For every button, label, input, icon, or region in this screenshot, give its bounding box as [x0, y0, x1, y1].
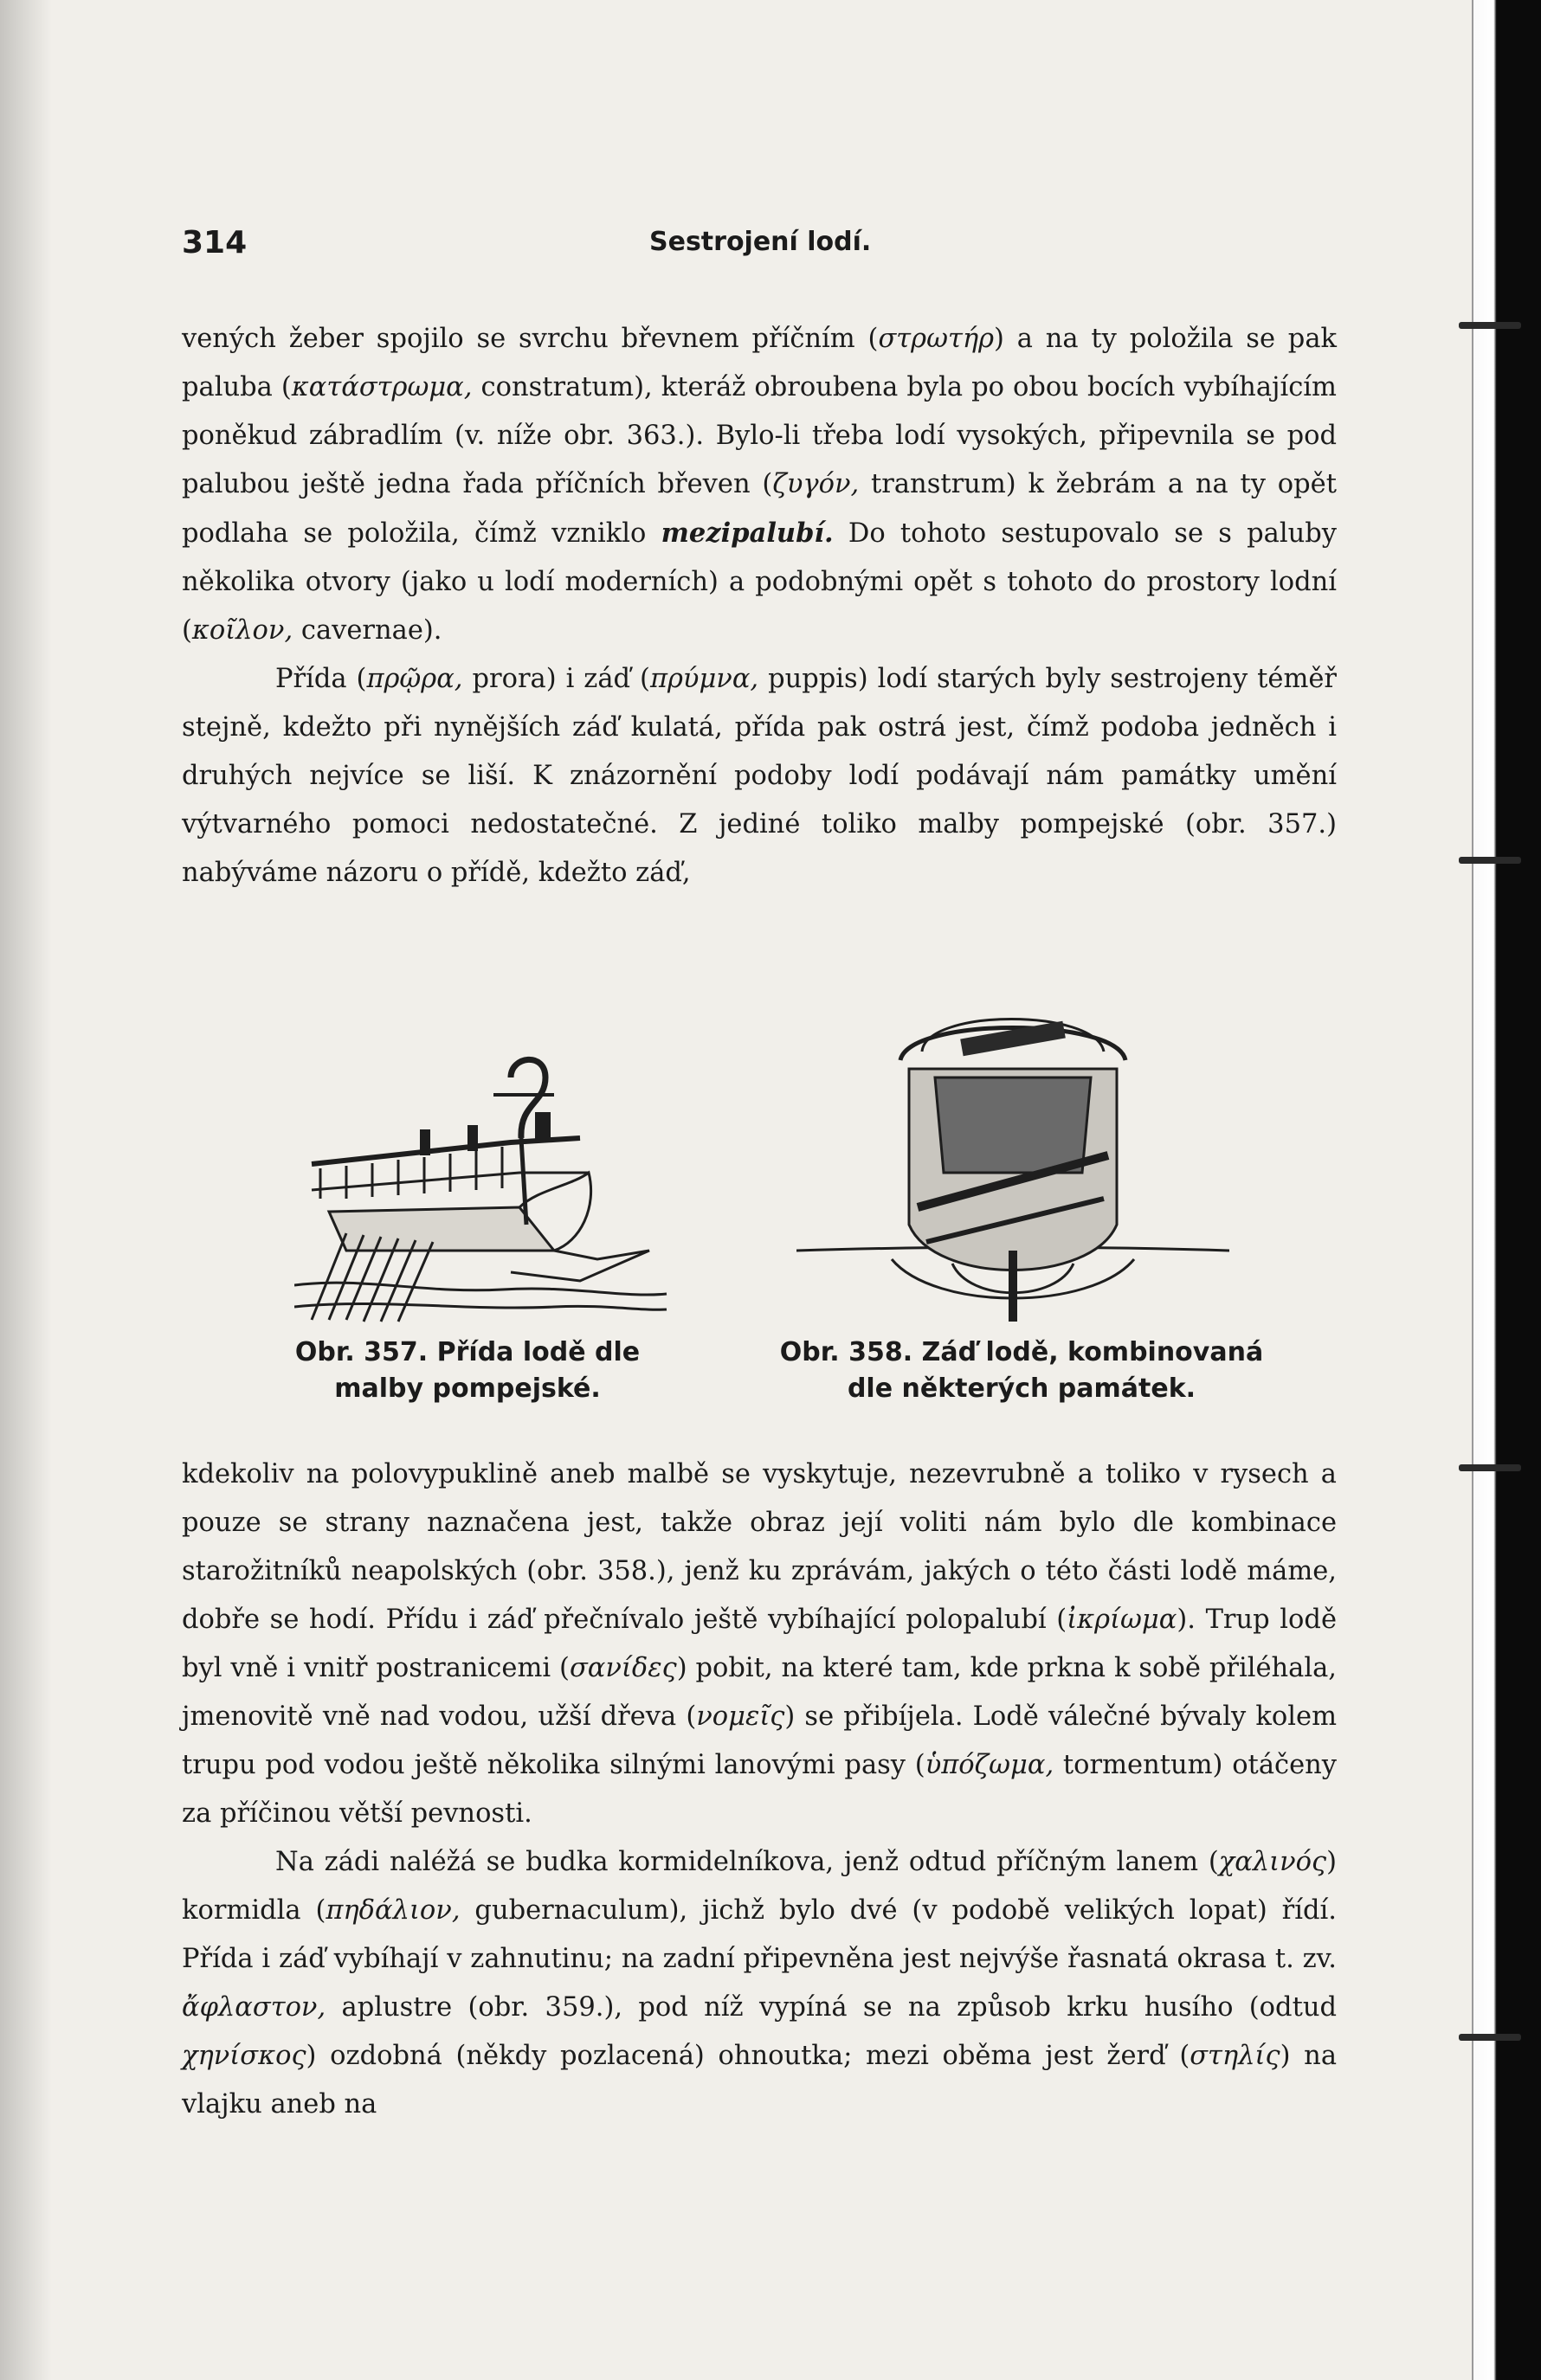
text-run: gubernaculum), jichž bylo dvé (v podobě velikých lopat) řídí. Přída i záď vybíhají v zahnutinu; na zadní připevněna jest nejvýše řasnatá okrasa t. zv. — [182, 1895, 1337, 1974]
caption-line: Obr. 358. Záď lodě, kombinovaná — [779, 1337, 1264, 1367]
text-run: ) kormidla ( — [182, 1847, 1337, 1926]
emphasis-term: mezipalubí. — [661, 518, 834, 549]
greek-term: στηλίς — [1190, 2041, 1280, 2071]
greek-term: στρωτήρ — [878, 324, 995, 354]
paragraph-1 — [182, 315, 1337, 897]
binding-stitch — [1459, 857, 1521, 864]
greek-term: χαλινός — [1218, 1847, 1327, 1877]
text-run: kdekoliv na polovypuklině aneb malbě se vyskytuje, nezevrubně a toliko v rysech a pouze se strany naznačena jest, takže obraz její voliti nám bylo dle kombinace starožitníků neapolských (obr. 358.), jenž ku zprávám, jakých o této části lodě máme, dobře se hodí. Přídu i záď přečnívalo ještě vybíhající polopalubí ( — [182, 1459, 1337, 1635]
text-run: constratum), kteráž obroubena byla po obou bocích vybíhajícím poněkud zábradlím (v. níže obr. 363.). Bylo-li třeba lodí vysokých, připevnila se pod palubou ještě jedna řada příčních břeven ( — [182, 372, 1337, 499]
text-run: ) na vlajku aneb na — [182, 2041, 1338, 2119]
running-head: Sestrojení lodí. — [649, 227, 872, 257]
paragraph-2 — [182, 655, 1337, 897]
text-run: ) a na ty položila se pak paluba ( — [182, 324, 1337, 402]
paragraph-3-block — [182, 1451, 1337, 2129]
figure-358-caption — [762, 1335, 1281, 1407]
figure-357-prow-illustration — [294, 1043, 675, 1328]
caption-line: Obr. 357. Přída lodě dle — [294, 1337, 641, 1367]
greek-term: πρῷρα, — [366, 664, 463, 694]
text-run: aplustre (obr. 359.), pod níž vypíná se na způsob krku husího (odtud — [326, 1992, 1337, 2023]
greek-term: κατάστρωμα, — [291, 372, 473, 402]
greek-term: πηδάλιον, — [326, 1895, 461, 1926]
text-run: transtrum) k žebrám a na ty opět podlaha se položila, čímž vzniklo — [182, 469, 1337, 549]
greek-term: πρύμνα, — [649, 664, 759, 694]
greek-term: ζυγόν, — [772, 469, 860, 499]
caption-line: malby pompejské. — [334, 1373, 601, 1404]
greek-term: σανίδες — [569, 1653, 677, 1683]
binding-stitch — [1459, 322, 1521, 329]
figure-358-stern-illustration — [796, 1000, 1229, 1324]
text-run: ) ozdobná (někdy pozlacená) ohnoutka; mezi oběma jest žerď ( — [306, 2041, 1190, 2071]
greek-term: κοῖλον, — [191, 615, 293, 646]
paragraph-3 — [182, 1451, 1337, 1838]
greek-term: ἰκρίωμα — [1067, 1605, 1177, 1635]
greek-term: ὑπόζωμα, — [925, 1750, 1054, 1780]
text-run: Na zádi naléžá se budka kormidelníkova, jenž odtud příčným lanem ( — [275, 1847, 1219, 1877]
text-run: ) se přibíjela. Lodě válečné bývaly kolem trupu pod vodou ještě několika silnými lanovými pasy ( — [182, 1701, 1337, 1780]
page-edge — [1473, 0, 1541, 2380]
binding-stitch — [1459, 1464, 1521, 1471]
greek-term: ἄφλαστον, — [182, 1992, 326, 2023]
text-run: Do tohoto sestupovalo se s paluby několika otvory (jako u lodí moderních) a podobnými opět s tohoto do prostory lodní ( — [182, 518, 1337, 646]
binding-stitch — [1459, 2034, 1521, 2041]
text-run: vených žeber spojilo se svrchu břevnem příčním ( — [182, 324, 879, 354]
text-run: ) pobit, na které tam, kde prkna k sobě přiléhala, jmenovitě vně nad vodou, užší dřeva ( — [182, 1653, 1337, 1732]
figure-357-caption — [260, 1335, 675, 1407]
text-run: prora) i záď ( — [462, 664, 650, 694]
page-shadow — [0, 0, 52, 2380]
text-run: Přída ( — [275, 664, 367, 694]
paragraph-4 — [182, 1838, 1337, 2129]
caption-line: dle některých památek. — [847, 1373, 1196, 1404]
greek-term: νομεῖς — [696, 1701, 785, 1732]
text-run: tormentum) otáčeny za příčinou větší pevnosti. — [182, 1750, 1338, 1829]
page-header — [182, 225, 1333, 268]
text-run: cavernae). — [293, 615, 442, 646]
greek-term: χηνίσκος — [182, 2041, 306, 2071]
text-run: puppis) lodí starých byly sestrojeny téměř stejně, kdežto při nynějších záď kulatá, přída pak ostrá jest, čímž podoba jedněch i druhých nejvíce se liší. K znázornění podoby lodí podávají nám památky umění výtvarného pomoci nedostatečné. Z jediné toliko malby pompejské (obr. 357.) nabýváme názoru o přídě, kdežto záď, — [182, 664, 1337, 888]
page-number: 314 — [182, 225, 248, 261]
text-run: ). Trup lodě byl vně i vnitř postranicemi ( — [182, 1605, 1337, 1683]
